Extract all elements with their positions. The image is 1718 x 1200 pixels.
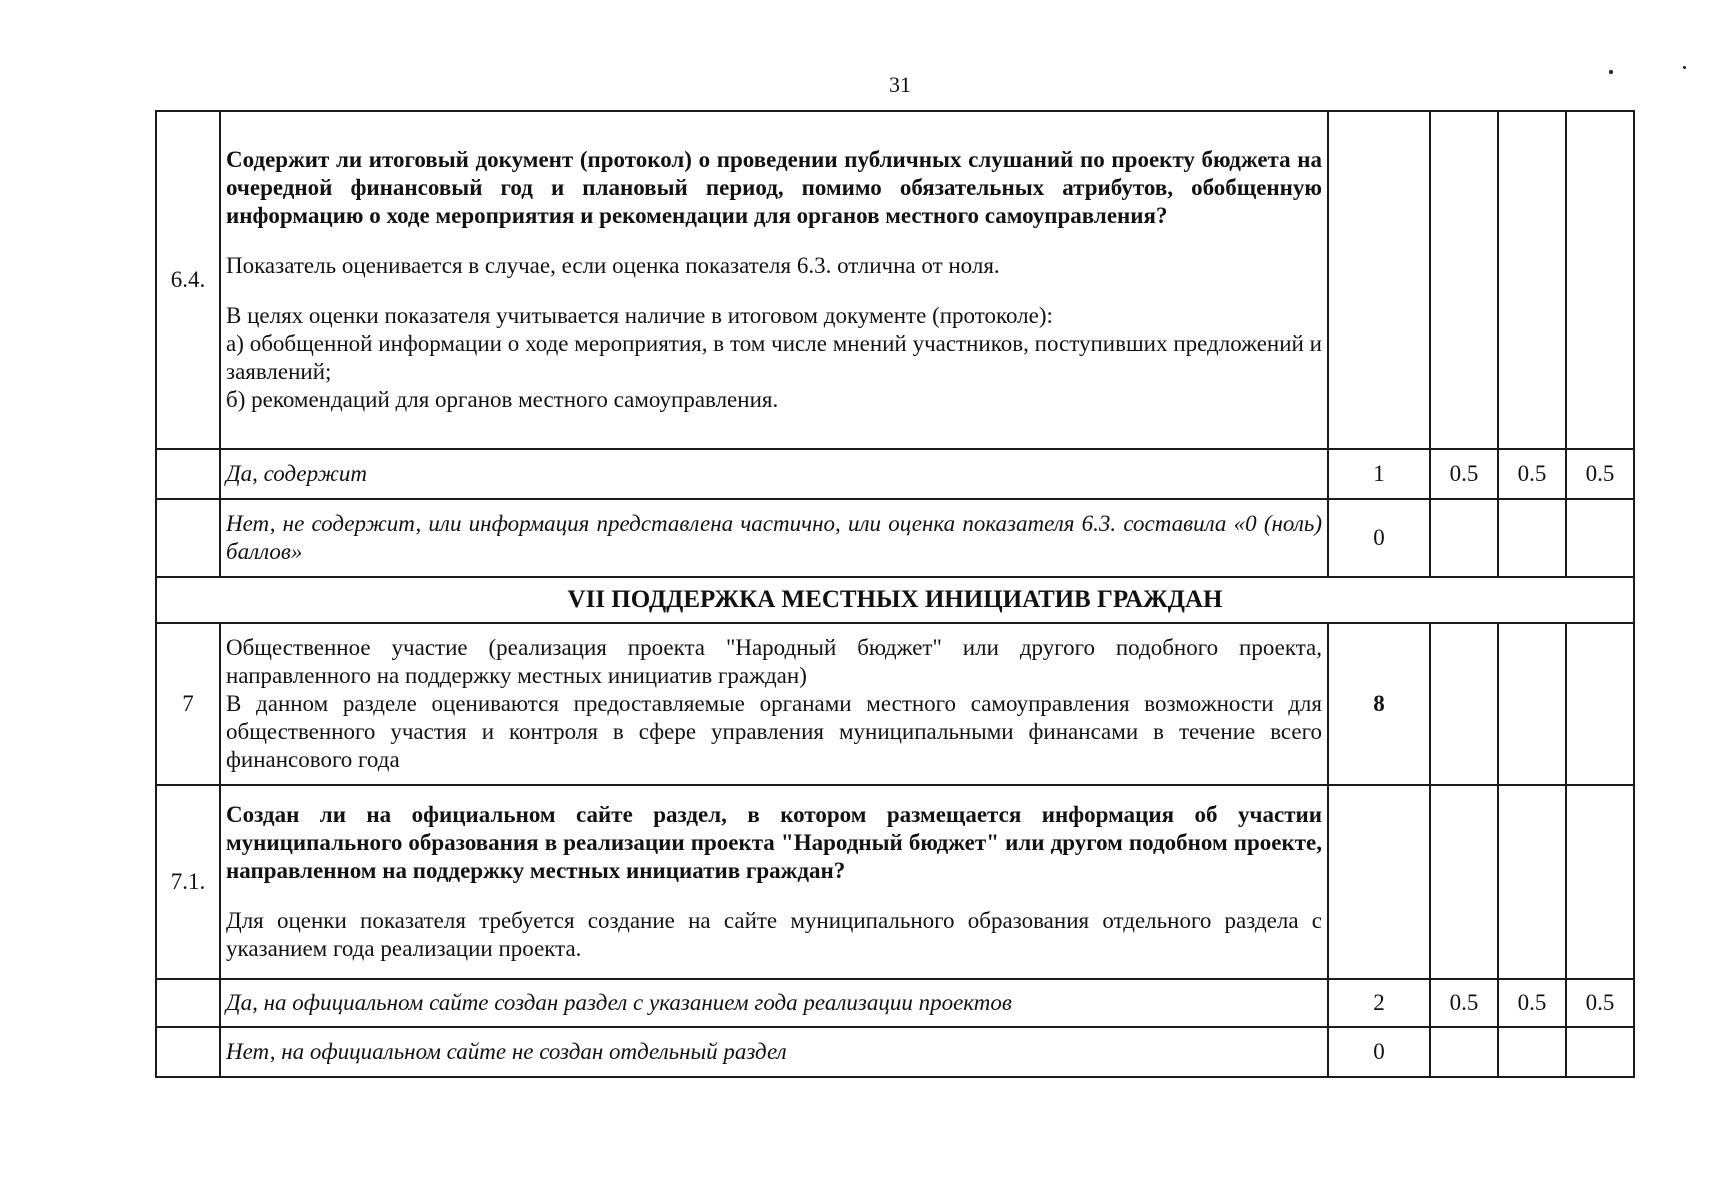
sub-score-cell: [1498, 785, 1566, 979]
row-number: [156, 499, 220, 577]
criterion-question: Содержит ли итоговый документ (протокол) о проведении публичных слушаний по проекту бюджета на очередной финансовый год и плановый период, помимо обязательных атрибутов, обобщенную информацию о ходе мероприятия и рекомендации для органов местного самоуправления?: [226, 147, 1322, 228]
score-value: 8: [1328, 623, 1430, 785]
section-title: VII ПОДДЕРЖКА МЕСТНЫХ ИНИЦИАТИВ ГРАЖДАН: [156, 577, 1634, 623]
criterion-condition: Показатель оценивается в случае, если оценка показателя 6.3. отлична от ноля.: [226, 253, 1000, 278]
section-criterion-title: Общественное участие (реализация проекта "Народный бюджет" или другого подобного проекта, направленного на поддержку местных инициатив граждан): [226, 635, 1322, 688]
criterion-note-intro: В целях оценки показателя учитывается наличие в итоговом документе (протоколе):: [226, 303, 1053, 328]
table-row: [156, 623, 1634, 785]
section-row: [156, 577, 1634, 623]
criterion-note-a: а) обобщенной информации о ходе мероприятия, в том числе мнений участников, поступивших предложений и заявлений;: [226, 331, 1322, 384]
score-value: 0: [1328, 1027, 1430, 1077]
scan-speck: [1683, 66, 1686, 69]
score-value: 1: [1328, 449, 1430, 499]
sub-score-cell: [1498, 623, 1566, 785]
row-number: 7: [156, 623, 220, 785]
evaluation-table: [155, 110, 1635, 1078]
score-value: 0: [1328, 499, 1430, 577]
criterion-note-b: б) рекомендаций для органов местного самоуправления.: [226, 387, 779, 412]
row-number: 7.1.: [156, 785, 220, 979]
table-row: [156, 785, 1634, 979]
sub-score-cell: [1498, 111, 1566, 449]
sub-score-value: 0.5: [1430, 979, 1498, 1027]
sub-score-cell: [1430, 623, 1498, 785]
page-number: 31: [889, 72, 911, 97]
sub-score-cell: [1566, 111, 1634, 449]
table-row: [156, 111, 1634, 449]
row-number: 6.4.: [156, 111, 220, 449]
table-row: [156, 449, 1634, 499]
answer-option: Нет, не содержит, или информация представлена частично, или оценка показателя 6.3. составила «0 (ноль) баллов»: [220, 499, 1328, 577]
criterion-cell: [220, 785, 1328, 979]
score-value: 2: [1328, 979, 1430, 1027]
criterion-cell: [220, 623, 1328, 785]
sub-score-cell: [1498, 1027, 1566, 1077]
sub-score-cell: [1430, 785, 1498, 979]
sub-score-cell: [1566, 785, 1634, 979]
criterion-question: Создан ли на официальном сайте раздел, в котором размещается информация об участии муниципального образования в реализации проекта "Народный бюджет" или другом подобном проекте, направленном на поддержку местных инициатив граждан?: [226, 802, 1322, 883]
criterion-note: Для оценки показателя требуется создание на сайте муниципального образования отдельного раздела с указанием года реализации проекта.: [226, 908, 1322, 961]
sub-score-cell: [1498, 499, 1566, 577]
answer-option: Нет, на официальном сайте не создан отдельный раздел: [220, 1027, 1328, 1077]
sub-score-cell: [1566, 499, 1634, 577]
row-number: [156, 1027, 220, 1077]
sub-score-value: 0.5: [1430, 449, 1498, 499]
criterion-cell: [220, 111, 1328, 449]
sub-score-cell: [1430, 1027, 1498, 1077]
answer-option: Да, содержит: [220, 449, 1328, 499]
sub-score-value: 0.5: [1566, 449, 1634, 499]
score-cell: [1328, 785, 1430, 979]
sub-score-value: 0.5: [1498, 979, 1566, 1027]
sub-score-cell: [1430, 111, 1498, 449]
sub-score-cell: [1430, 499, 1498, 577]
answer-option: Да, на официальном сайте создан раздел с указанием года реализации проектов: [220, 979, 1328, 1027]
section-criterion-description: В данном разделе оцениваются предоставляемые органами местного самоуправления возможности для общественного участия и контроля в сфере управления муниципальными финансами в течение всего финансового года: [226, 691, 1322, 772]
sub-score-cell: [1566, 623, 1634, 785]
score-cell: [1328, 111, 1430, 449]
table-row: [156, 499, 1634, 577]
row-number: [156, 449, 220, 499]
sub-score-value: 0.5: [1566, 979, 1634, 1027]
sub-score-cell: [1566, 1027, 1634, 1077]
scan-speck: [1609, 70, 1613, 74]
row-number: [156, 979, 220, 1027]
table-row: [156, 979, 1634, 1027]
table-row: [156, 1027, 1634, 1077]
sub-score-value: 0.5: [1498, 449, 1566, 499]
